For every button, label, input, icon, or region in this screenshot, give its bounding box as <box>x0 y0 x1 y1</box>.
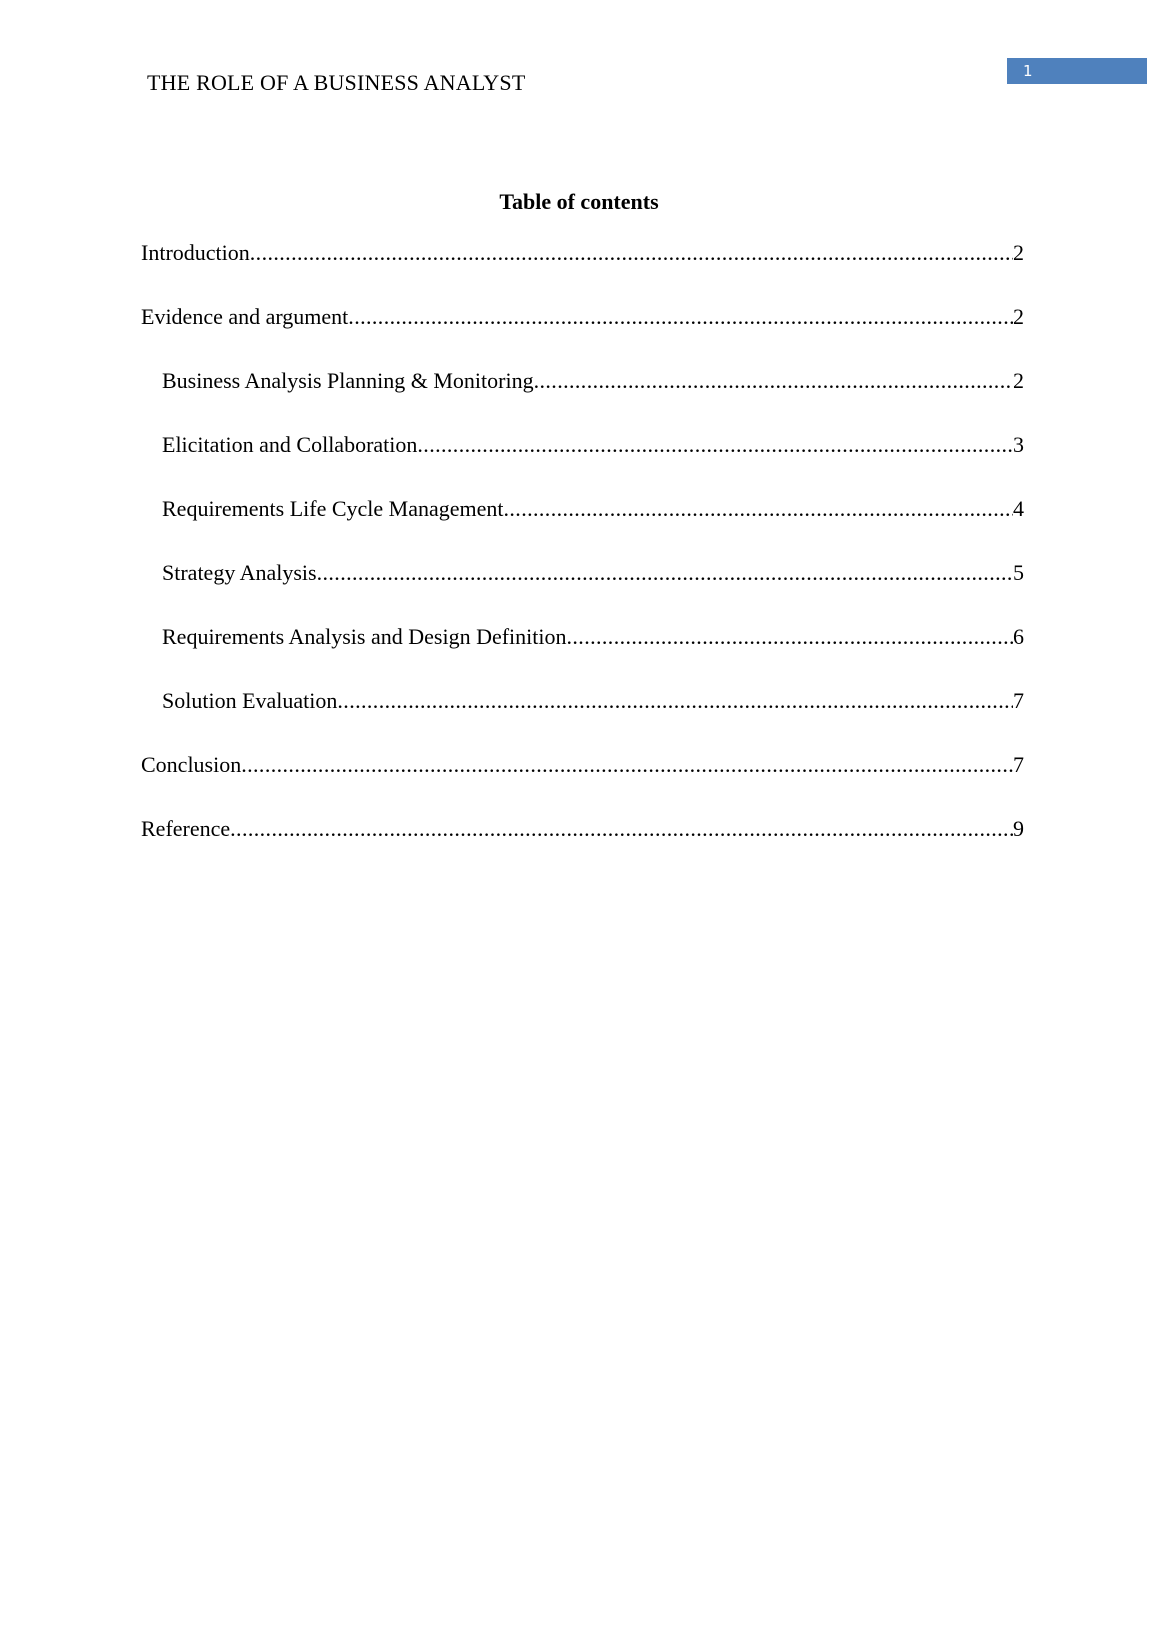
toc-entry-label: Introduction <box>141 240 250 265</box>
toc-dot-leader <box>250 240 1013 266</box>
toc-entry-label: Requirements Analysis and Design Definition <box>162 624 567 649</box>
toc-entry-page: 2 <box>1013 304 1024 329</box>
toc-entry-requirements-analysis-design[interactable] <box>141 624 1024 688</box>
running-header-title: THE ROLE OF A BUSINESS ANALYST <box>147 70 526 95</box>
toc-entry-page: 6 <box>1013 624 1024 649</box>
toc-entry-requirements-life-cycle[interactable] <box>141 496 1024 560</box>
toc-entry-page: 9 <box>1013 816 1024 841</box>
toc-entry-page: 4 <box>1013 496 1024 521</box>
toc-entry-page: 3 <box>1013 432 1024 457</box>
toc-entry-conclusion[interactable] <box>141 752 1024 816</box>
toc-entry-introduction[interactable] <box>141 240 1024 304</box>
toc-entry-elicitation-collaboration[interactable] <box>141 432 1024 496</box>
toc-entry-label: Requirements Life Cycle Management <box>162 496 504 521</box>
page-number-badge: 1 <box>1007 58 1147 84</box>
toc-dot-leader <box>317 560 1013 586</box>
toc-entry-label: Conclusion <box>141 752 242 777</box>
toc-dot-leader <box>534 368 1013 394</box>
toc-entry-page: 5 <box>1013 560 1024 585</box>
toc-dot-leader <box>337 688 1013 714</box>
toc-dot-leader <box>417 432 1013 458</box>
toc-dot-leader <box>504 496 1014 522</box>
toc-entry-evidence-and-argument[interactable] <box>141 304 1024 368</box>
toc-entry-label: Business Analysis Planning & Monitoring <box>162 368 534 393</box>
toc-entry-label: Elicitation and Collaboration <box>162 432 418 457</box>
toc-entry-solution-evaluation[interactable] <box>141 688 1024 752</box>
toc-dot-leader <box>348 304 1013 330</box>
toc-entry-page: 7 <box>1013 688 1024 713</box>
toc-entry-label: Reference <box>141 816 231 841</box>
toc-entry-page: 2 <box>1013 240 1024 265</box>
toc-entry-page: 7 <box>1013 752 1024 777</box>
toc-entry-label: Solution Evaluation <box>162 688 338 713</box>
table-of-contents <box>141 240 1024 880</box>
toc-entry-planning-monitoring[interactable] <box>141 368 1024 432</box>
toc-entry-page: 2 <box>1013 368 1024 393</box>
toc-entry-label: Evidence and argument <box>141 304 349 329</box>
toc-dot-leader <box>567 624 1014 650</box>
toc-dot-leader <box>241 752 1013 778</box>
toc-entry-label: Strategy Analysis <box>162 560 317 585</box>
toc-heading: Table of contents <box>499 189 659 214</box>
toc-entry-strategy-analysis[interactable] <box>141 560 1024 624</box>
toc-entry-reference[interactable] <box>141 816 1024 880</box>
toc-dot-leader <box>230 816 1013 842</box>
